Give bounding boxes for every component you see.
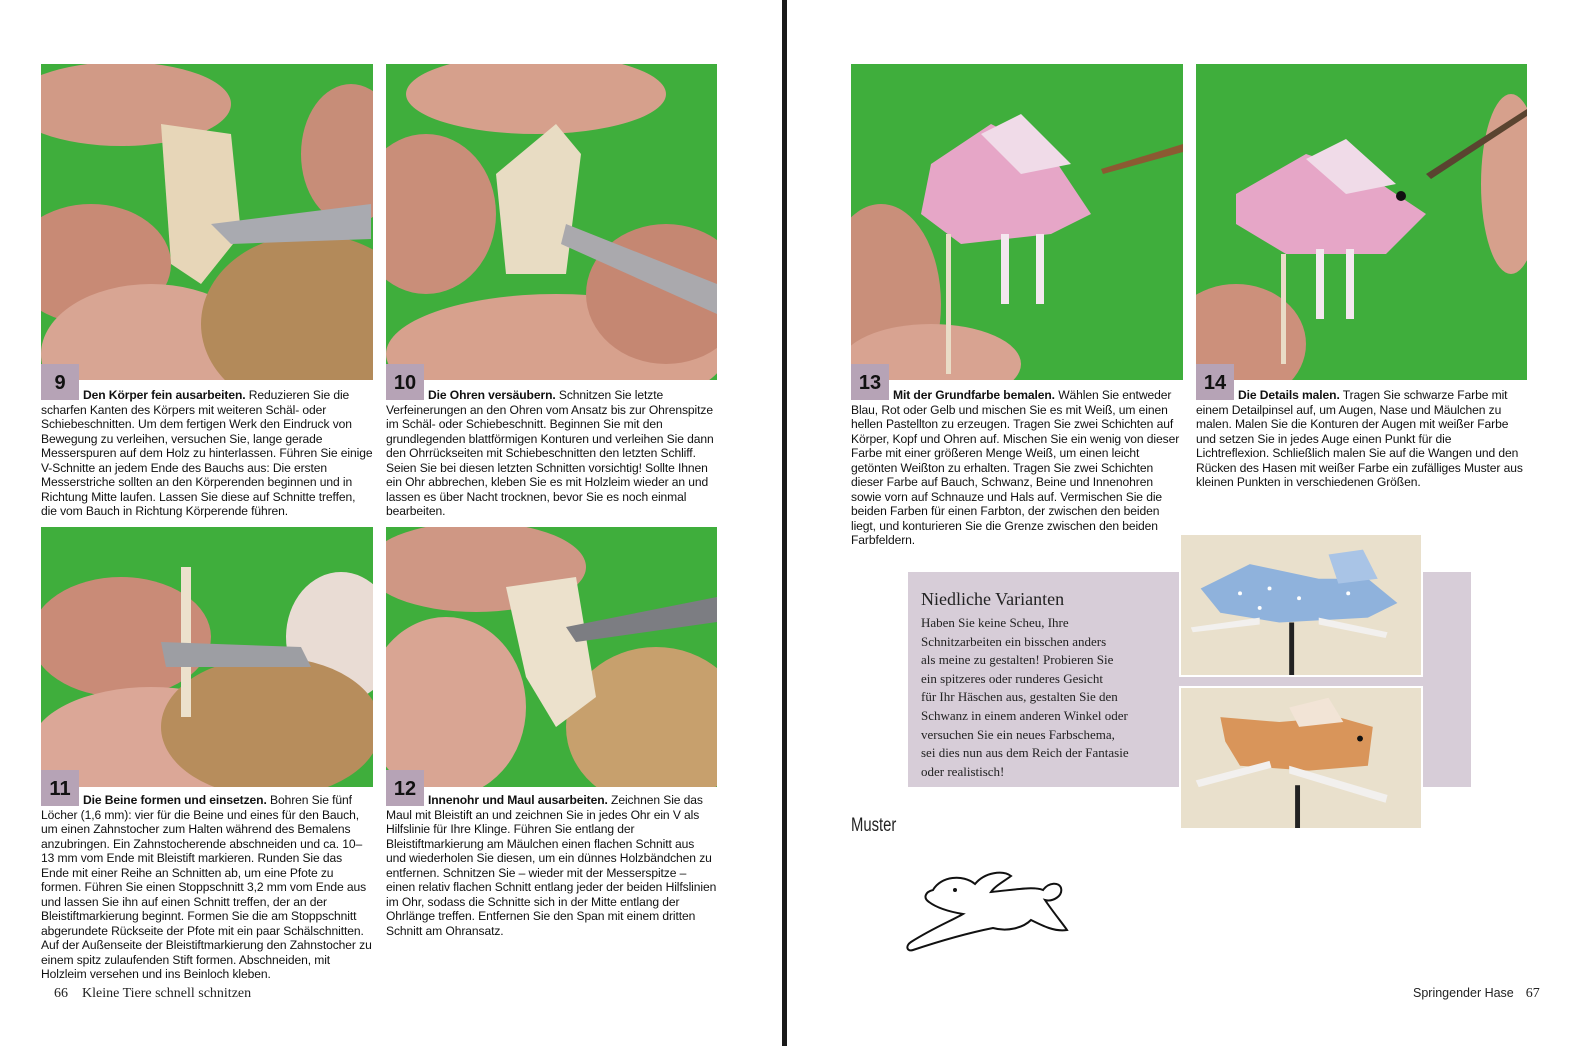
- step-11-caption: [41, 793, 373, 982]
- step-10-text: Schnitzen Sie letzte Verfeinerungen an den Ohren vom Ansatz bis zur Ohrenspitze im Schäl- oder Schiebeschnitt. Beginnen Sie mit den grundlegenden blattförmigen Konturen und verleihen Sie dann den Ohrrückseiten mit Schiebeschnitten den letzten Schliff. Seien Sie bei diesen letzten Schnitten vorsichtig! Sollte Ihnen ein Ohr abbrechen, kleben Sie es mit Holzleim wieder an und lassen es über Nacht trocknen, bevor Sie es noch einmal bearbeiten.: [386, 388, 714, 518]
- right-page-number: 67: [1525, 986, 1540, 1001]
- step-13-lead: Mit der Grundfarbe bemalen.: [893, 388, 1055, 402]
- step-11-photo: [41, 527, 373, 787]
- orange-hare-variant-photo: [1179, 686, 1423, 830]
- step-11-number: 11: [41, 770, 79, 806]
- left-page: [0, 0, 782, 1046]
- step-12-text: Zeichnen Sie das Maul mit Bleistift an und zeichnen Sie in jedes Ohr ein V als Hilfslinie für Ihre Klinge. Führen Sie entlang der Bleistiftmarkierung am Mäulchen einen flachen Schnitt aus und wiederholen Sie diesen, um ein dünnes Holzbändchen zu entfernen. Schnitzen Sie – wieder mit der Messerspitze – einen relativ flachen Schnitt entlang jeder der beiden Hilfslinien im Ohr, sodass die Schnitte sich in der Mitte entlang der Ohrlänge treffen. Entfernen Sie den Span mit einem dritten Schnitt am Ohransatz.: [386, 793, 717, 938]
- step-10-lead: Die Ohren versäubern.: [428, 388, 556, 402]
- right-page-footer: [1413, 986, 1540, 1002]
- sidebar-line: oder realistisch!: [921, 763, 1005, 779]
- step-9-lead: Den Körper fein ausarbeiten.: [83, 388, 246, 402]
- step-12-photo: [386, 527, 717, 787]
- left-page-running-title: Kleine Tiere schnell schnitzen: [82, 986, 252, 1001]
- step-14-lead: Die Details malen.: [1238, 388, 1340, 402]
- step-10-caption: [386, 388, 717, 519]
- step-9-number: 9: [41, 364, 79, 400]
- sidebar-line: ein spitzeres oder runderes Gesicht: [921, 670, 1103, 686]
- page-gutter: [782, 0, 787, 1046]
- step-14-number: 14: [1196, 364, 1234, 400]
- step-12-caption: [386, 793, 717, 938]
- step-14-caption: [1196, 388, 1527, 490]
- step-14-photo: [1196, 64, 1527, 380]
- right-page-running-title: Springender Hase: [1413, 986, 1514, 1000]
- step-14-text: Tragen Sie schwarze Farbe mit einem Detailpinsel auf, um Augen, Nase und Mäulchen zu malen. Malen Sie die Konturen der Augen mit weißer Farbe und setzen Sie in jedes Auge einen Punkt für die Lichtreflexion. Schließlich malen Sie auf die Wangen und den Rücken des Hasen mit weißer Farbe ein zufälliges Muster aus kleinen Punkten in verschiedenen Größen.: [1196, 388, 1523, 489]
- sidebar-line: Schwanz in einem anderen Winkel oder: [921, 707, 1128, 723]
- sidebar-line: als meine zu gestalten! Probieren Sie: [921, 652, 1114, 668]
- right-page: [788, 0, 1571, 1046]
- sidebar-line: Haben Sie keine Scheu, Ihre: [921, 615, 1069, 630]
- hare-pattern-drawing: [903, 868, 1073, 956]
- pattern-heading: Muster: [851, 815, 897, 836]
- step-12-lead: Innenohr und Maul ausarbeiten.: [428, 793, 608, 807]
- sidebar-line: sei dies nun aus dem Reich der Fantasie: [921, 745, 1129, 761]
- step-9-photo: [41, 64, 373, 380]
- sidebar-line: für Ihr Häschen aus, gestalten Sie den: [921, 689, 1118, 705]
- step-13-text: Wählen Sie entweder Blau, Rot oder Gelb und mischen Sie es mit Weiß, um einen hellen Pastellton zu erzeugen. Tragen Sie zwei Schichten auf Körper, Kopf und Ohren auf. Mischen Sie ein wenig von dieser Farbe mit einer größeren Menge Weiß, um einen leicht getönten Weißton zu erhalten. Tragen Sie zwei Schichten dieser Farbe auf Bauch, Schwanz, Beine und Innenohren sowie vorn auf Schnauze und Hals auf. Vermischen Sie die beiden Farben für einen Farbton, der zwischen den beiden liegt, und konturieren Sie die Grenze zwischen den beiden Farbfeldern.: [851, 388, 1180, 547]
- left-page-footer: [54, 986, 251, 1002]
- blue-hare-variant-photo: [1179, 533, 1423, 677]
- step-10-number: 10: [386, 364, 424, 400]
- step-10-photo: [386, 64, 717, 380]
- step-11-text: Bohren Sie fünf Löcher (1,6 mm): vier für die Beine und eines für den Bauch, um einen Zahnstocher zum Halten während des Bemalens anzubringen. Ein Zahnstocherende abschneiden und ca. 10–13 mm vom Ende mit Bleistift markieren. Runden Sie das Ende mit einer Reihe an Schnitten ab, um eine Pfote zu formen. Führen Sie einen Stoppschnitt 3,2 mm vom Ende aus und lassen Sie ihn auf einen Schnitt treffen, der an der Bleistiftmarkierung beginnt. Formen Sie die am Stoppschnitt abgerundete Rückseite der Pfote mit ein paar Schälschnitten. Auf der Außenseite der Bleistiftmarkierung den Zahnstocher zu einem spitz zulaufenden Stift formen. Abschneiden, mit Holzleim versehen und ins Beinloch kleben.: [41, 793, 372, 981]
- step-12-number: 12: [386, 770, 424, 806]
- step-9-caption: [41, 388, 373, 519]
- step-9-text: Reduzieren Sie die scharfen Kanten des Körpers mit weiteren Schäl- oder Schiebeschnitten. Um dem fertigen Werk den Eindruck von Bewegung zu verleihen, versuchen Sie, lange gerade Messerspuren auf dem Holz zu hinterlassen. Führen Sie einige V-Schnitte an jedem Ende des Bauchs aus: Die ersten Messerstriche sollten an den Körperenden beginnen und in Richtung Mitte laufen. Lassen Sie diese auf Schnitte treffen, die vom Bauch in Richtung Körperende führen.: [41, 388, 373, 518]
- sidebar-title: Niedliche Varianten: [921, 589, 1065, 609]
- sidebar-text: [921, 614, 1181, 781]
- step-13-caption: [851, 388, 1183, 548]
- step-11-lead: Die Beine formen und einsetzen.: [83, 793, 267, 807]
- step-13-number: 13: [851, 364, 889, 400]
- step-13-photo: [851, 64, 1183, 380]
- sidebar-line: versuchen Sie ein neues Farbschema,: [921, 726, 1115, 742]
- left-page-number: 66: [54, 986, 68, 1001]
- sidebar-line: Schnitzarbeiten ein bisschen anders: [921, 633, 1107, 649]
